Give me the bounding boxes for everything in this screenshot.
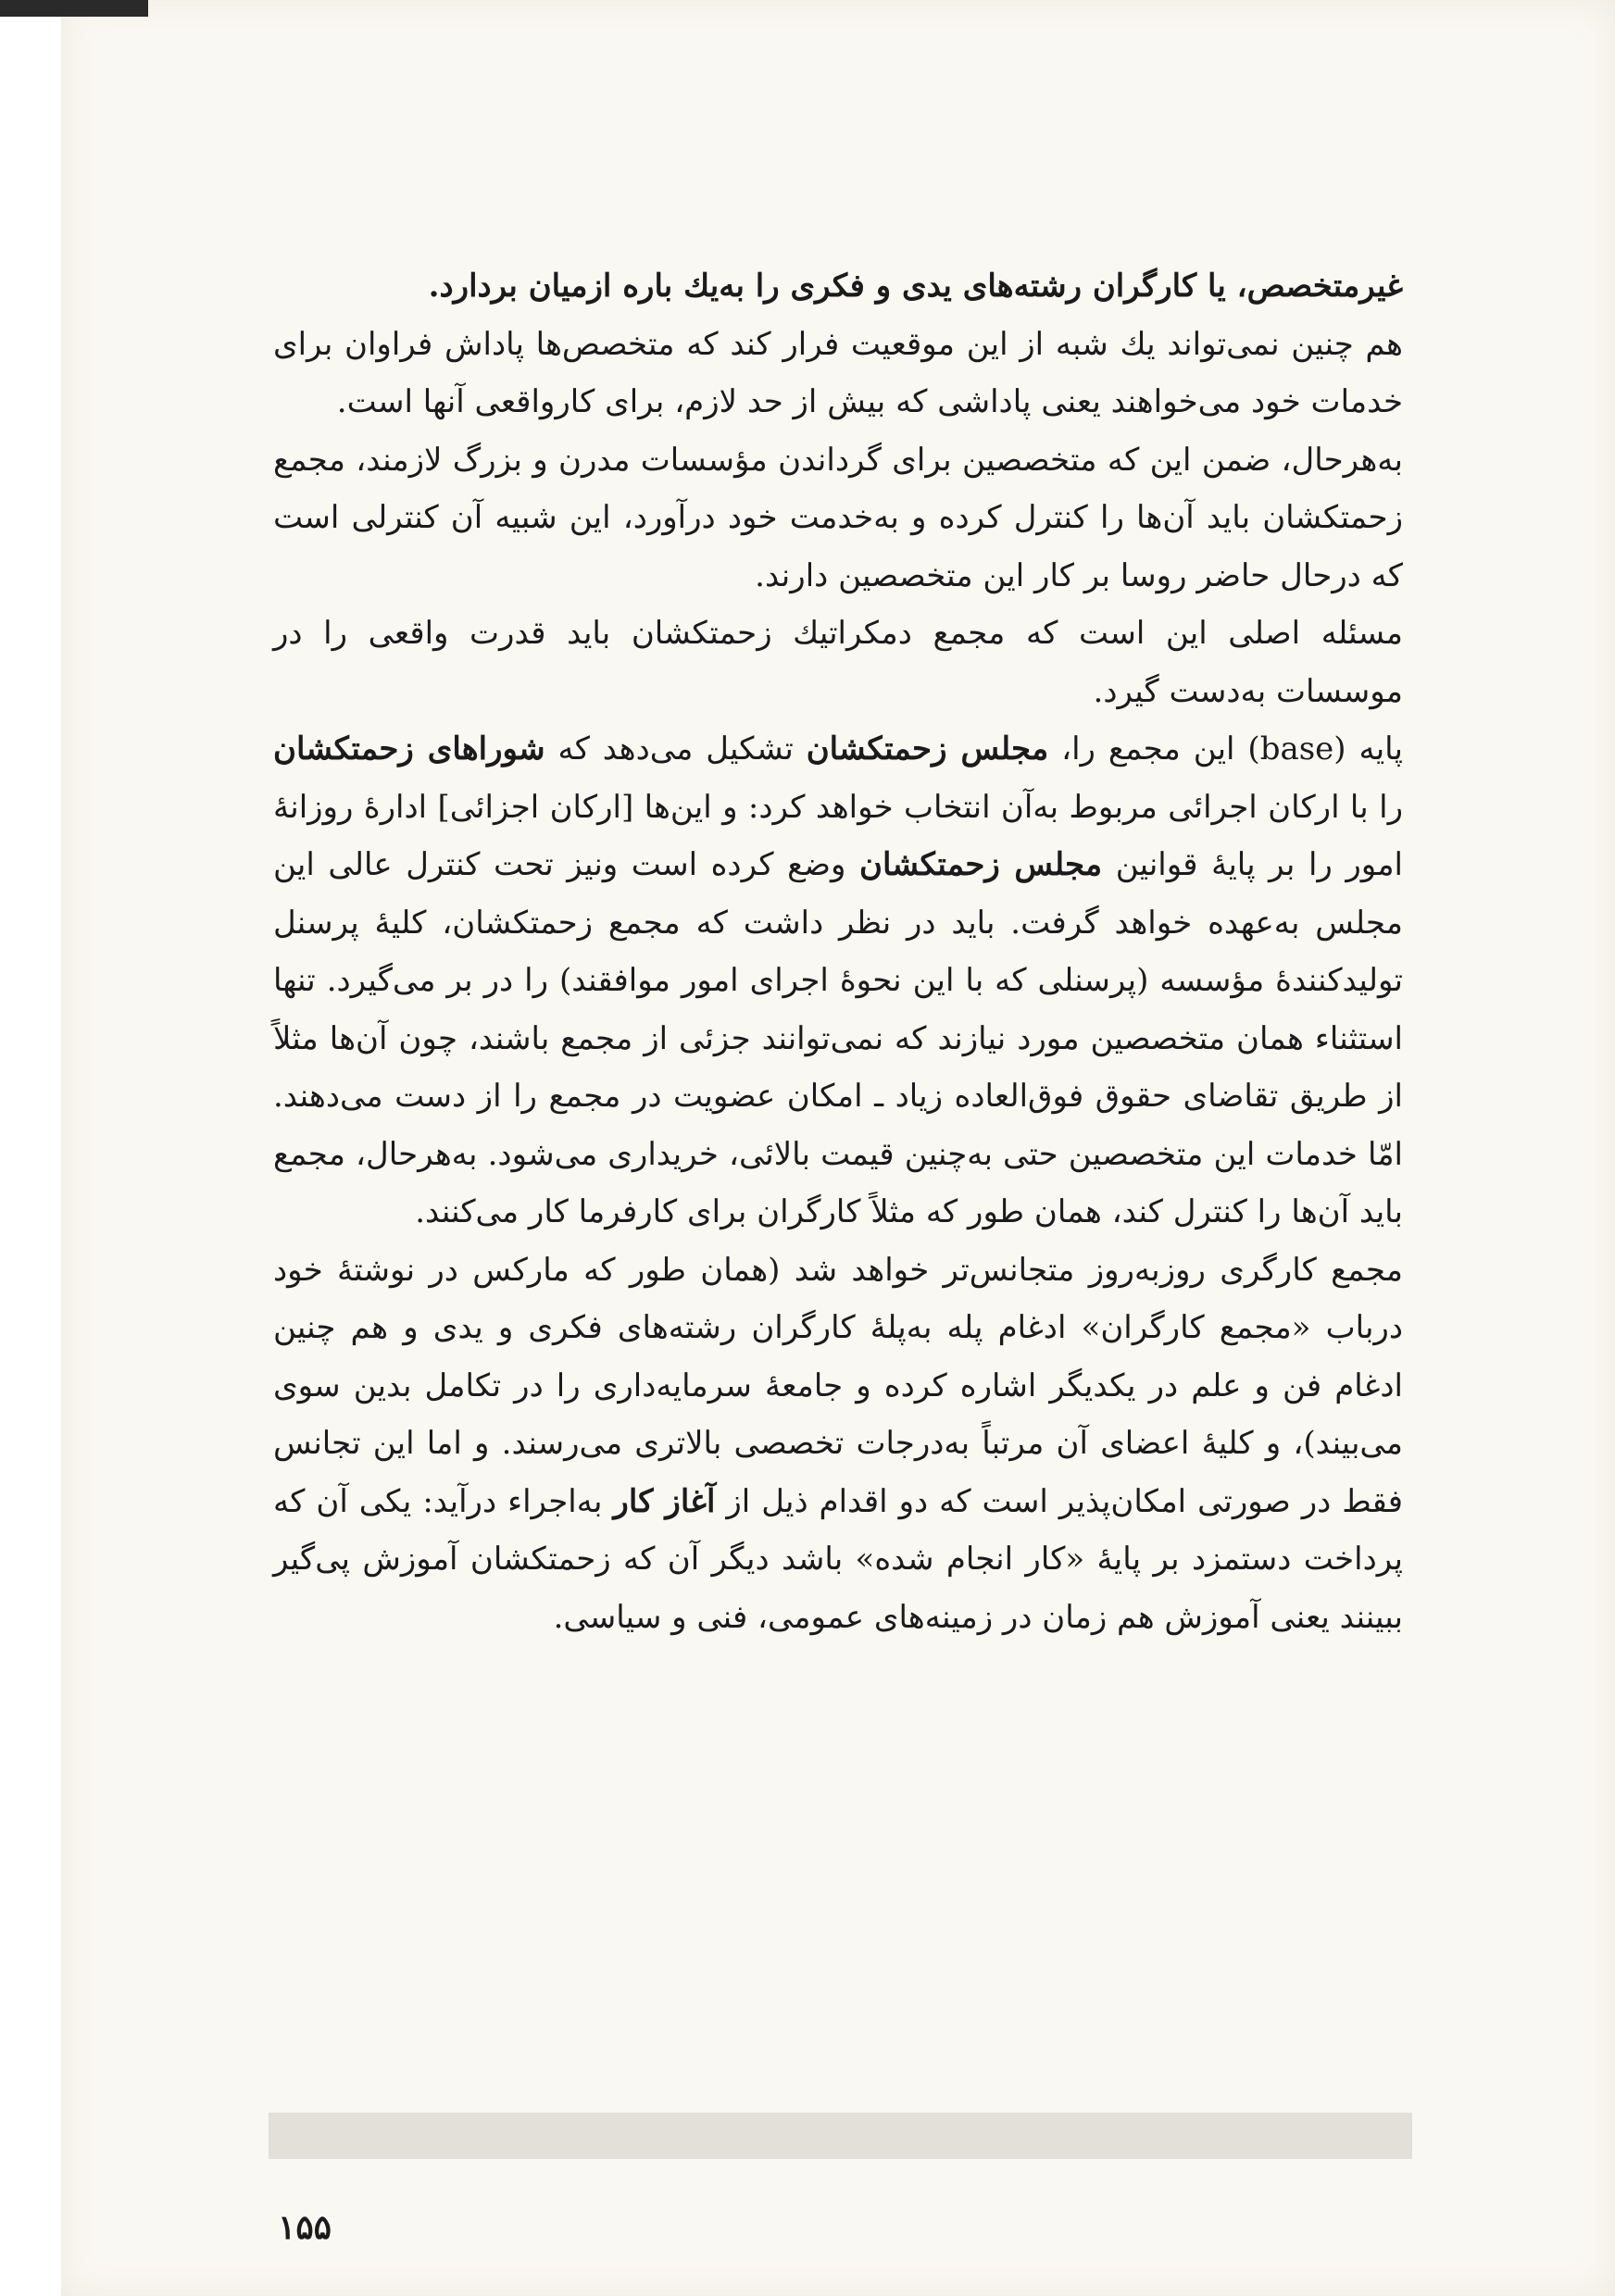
bold-text-segment: آغاز کار	[613, 1482, 716, 1520]
text-segment: تشکیل می‌دهد که	[545, 730, 807, 767]
text-segment: مسئله اصلی این است که مجمع دمکراتیك زحمتکشان باید قدرت واقعی را در موسسات به‌دست گیرد.	[273, 615, 1403, 710]
body-text	[273, 257, 1403, 1646]
text-segment: به‌اجراء درآید: یکی آن که پرداخت دستمزد بر پایهٔ «کار انجام شده» باشد دیگر آن که زحمتکشان آموزش پی‌گیر ببینند یعنی آموزش هم زمان در زمینه‌های عمومی، فنی و سیاسی.	[273, 1482, 1403, 1636]
text-segment: مجمع کارگری روزبه‌روز متجانس‌تر خواهد شد (همان طور که مارکس در نوشتهٔ خود درباب «مجمع کارگران» ادغام پله به‌پلهٔ کارگران رشته‌های فکری و یدی و هم چنین ادغام فن و علم در یکدیگر اشاره کرده و جامعهٔ سرمایه‌داری را در تکامل بدین سوی می‌بیند)، و کلیهٔ اعضای آن مرتباً به‌درجات تخصصی بالاتری می‌رسند. و اما این تجانس فقط در صورتی امکان‌پذیر است که دو اقدام ذیل از	[273, 1251, 1403, 1520]
text-segment: وضع کرده است ونیز تحت کنترل عالی این مجلس به‌عهده خواهد گرفت. باید در نظر داشت که مجمع زحمتکشان، کلیهٔ پرسنل تولیدکنندهٔ مؤسسه (پرسنلی که با این نحوهٔ اجرای امور موافقند) را در بر می‌گیرد. تنها استثناء همان متخصصین مورد نیازند که نمی‌توانند جزئی از مجمع باشند، چون آن‌ها مثلاً از طریق تقاضای حقوق فوق‌العاده زیاد ـ امکان عضویت در مجمع را از دست می‌دهند. امّا خدمات این متخصصین حتی به‌چنین قیمت بالائی، خریداری می‌شود. به‌هرحال، مجمع باید آن‌ها را کنترل کند، همان طور که مثلاً کارگران برای کارفرما کار می‌کنند.	[273, 846, 1403, 1230]
page-left-margin	[0, 0, 61, 2296]
text-segment: را با ارکان اجرائی مربوط به‌آن انتخاب خواهد کرد: و این‌ها [ارکان اجزائی] ادارهٔ روزانهٔ امور را بر پایهٔ قوانین	[273, 788, 1403, 883]
scan-shadow-band	[269, 2113, 1412, 2159]
paragraph	[273, 1242, 1403, 1647]
paragraph	[273, 257, 1403, 316]
paragraph	[273, 431, 1403, 605]
paragraph	[273, 316, 1403, 431]
text-segment: هم چنین نمی‌تواند یك شبه از این موقعیت فرار کند که متخصص‌ها پاداش فراوان برای خدمات خود می‌خواهند یعنی پاداشی که بیش از حد لازم، برای کارواقعی آنها است.	[273, 325, 1403, 420]
bold-text-segment: غیرمتخصص، یا کارگران رشته‌های یدی و فکری را به‌یك باره ازمیان بردارد.	[428, 268, 1403, 305]
bold-text-segment: مجلس زحمتکشان	[806, 730, 1049, 767]
text-segment: پایه (base) این مجمع را،	[1048, 730, 1403, 767]
paragraph	[273, 720, 1403, 1242]
bold-text-segment: مجلس زحمتکشان	[859, 846, 1103, 883]
text-segment: به‌هرحال، ضمن این که متخصصین برای گرداندن مؤسسات مدرن و بزرگ لازمند، مجمع زحمتکشان باید آن‌ها را کنترل کرده و به‌خدمت خود درآورد، این شبیه آن کنترلی است که درحال حاضر روسا بر کار این متخصصین دارند.	[273, 441, 1403, 594]
bold-text-segment: شوراهای زحمتکشان	[273, 730, 545, 767]
page-number: ۱۵۵	[278, 2208, 332, 2247]
scan-edge-mark	[0, 0, 148, 17]
paragraph	[273, 605, 1403, 720]
